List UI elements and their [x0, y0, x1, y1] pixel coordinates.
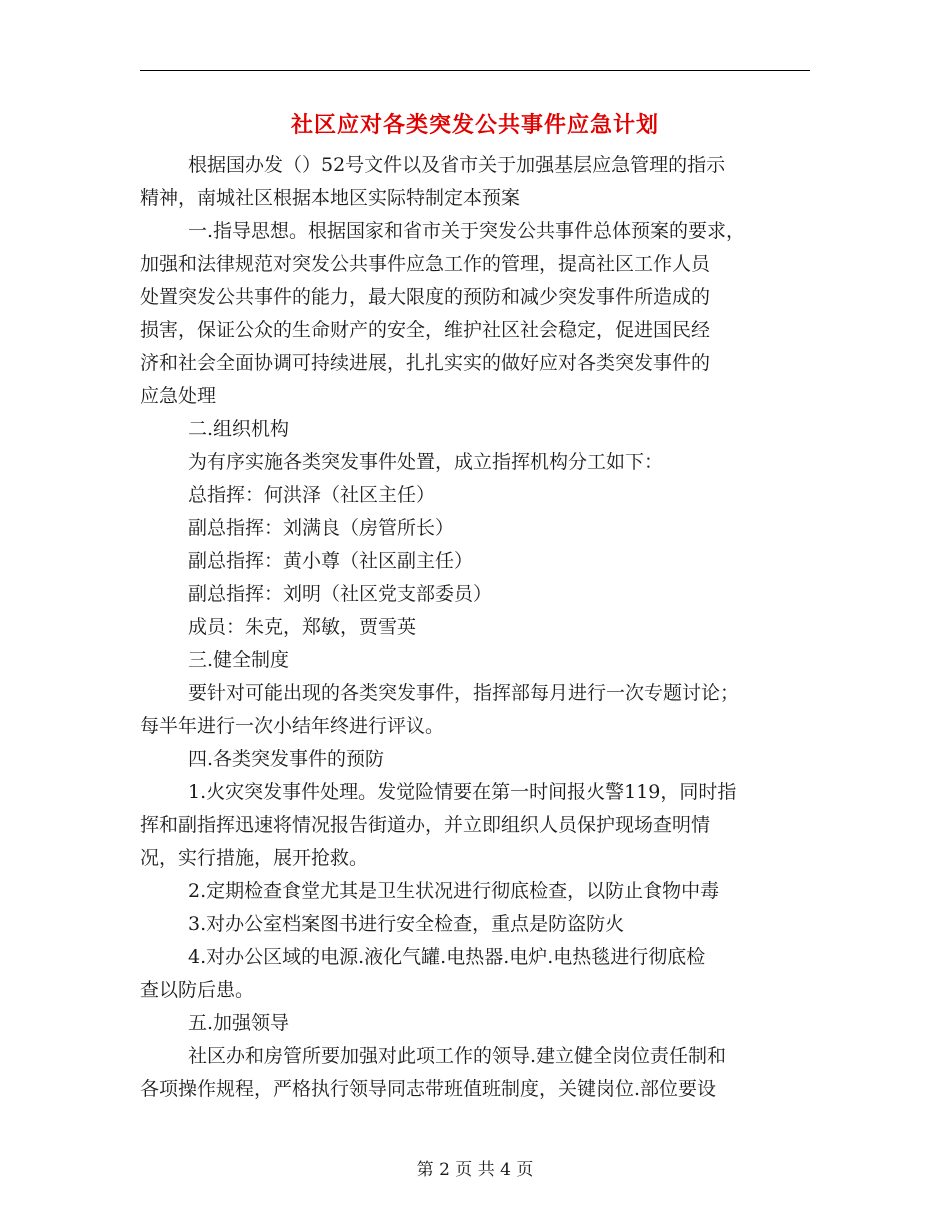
list-item: 总指挥：何洪泽（社区主任） — [188, 484, 436, 506]
paragraph-line: 查以防后患。 — [140, 979, 255, 1001]
list-item: 3.对办公室档案图书进行安全检查，重点是防盗防火 — [188, 913, 625, 935]
list-item: 2.定期检查食堂尤其是卫生状况进行彻底检查，以防止食物中毒 — [188, 880, 720, 902]
section-heading: 三.健全制度 — [188, 649, 290, 671]
paragraph-line: 根据国办发（）52号文件以及省市关于加强基层应急管理的指示 — [188, 154, 726, 176]
paragraph-line: 应急处理 — [140, 385, 217, 407]
list-item: 副总指挥：刘明（社区党支部委员） — [188, 583, 493, 605]
paragraph-line: 况，实行措施，展开抢救。 — [140, 847, 369, 869]
section-heading: 四.各类突发事件的预防 — [188, 748, 385, 770]
list-item: 副总指挥：刘满良（房管所长） — [188, 517, 455, 539]
paragraph-line: 每半年进行一次小结年终进行评议。 — [140, 715, 445, 737]
paragraph-line: 各项操作规程，严格执行领导同志带班值班制度，关键岗位.部位要设 — [140, 1078, 717, 1100]
header-rule — [140, 70, 810, 71]
section-heading: 五.加强领导 — [188, 1012, 290, 1034]
document-title: 社区应对各类突发公共事件应急计划 — [290, 112, 659, 138]
paragraph-line: 济和社会全面协调可持续进展，扎扎实实的做好应对各类突发事件的 — [140, 352, 711, 374]
list-item: 1.火灾突发事件处理。发觉险情要在第一时间报火警119，同时指 — [188, 781, 737, 803]
paragraph-line: 损害，保证公众的生命财产的安全，维护社区社会稳定，促进国民经 — [140, 319, 711, 341]
section-heading-line: 一.指导思想。根据国家和省市关于突发公共事件总体预案的要求， — [188, 220, 746, 242]
list-item: 4.对办公区域的电源.液化气罐.电热器.电炉.电热毯进行彻底检 — [188, 946, 706, 968]
page-number: 第 2 页 共 4 页 — [416, 1160, 534, 1180]
list-item: 副总指挥：黄小尊（社区副主任） — [188, 550, 474, 572]
paragraph-line: 挥和副指挥迅速将情况报告街道办，并立即组织人员保护现场查明情 — [140, 814, 711, 836]
list-item: 成员：朱克，郑敏，贾雪英 — [188, 616, 417, 638]
paragraph-line: 为有序实施各类突发事件处置，成立指挥机构分工如下： — [188, 451, 664, 473]
section-heading: 二.组织机构 — [188, 418, 290, 440]
paragraph-line: 加强和法律规范对突发公共事件应急工作的管理，提高社区工作人员 — [140, 253, 711, 275]
paragraph-line: 精神，南城社区根据本地区实际特制定本预案 — [140, 187, 521, 209]
paragraph-line: 社区办和房管所要加强对此项工作的领导.建立健全岗位责任制和 — [188, 1045, 727, 1067]
paragraph-line: 处置突发公共事件的能力，最大限度的预防和减少突发事件所造成的 — [140, 286, 711, 308]
paragraph-line: 要针对可能出现的各类突发事件，指挥部每月进行一次专题讨论； — [188, 682, 740, 704]
